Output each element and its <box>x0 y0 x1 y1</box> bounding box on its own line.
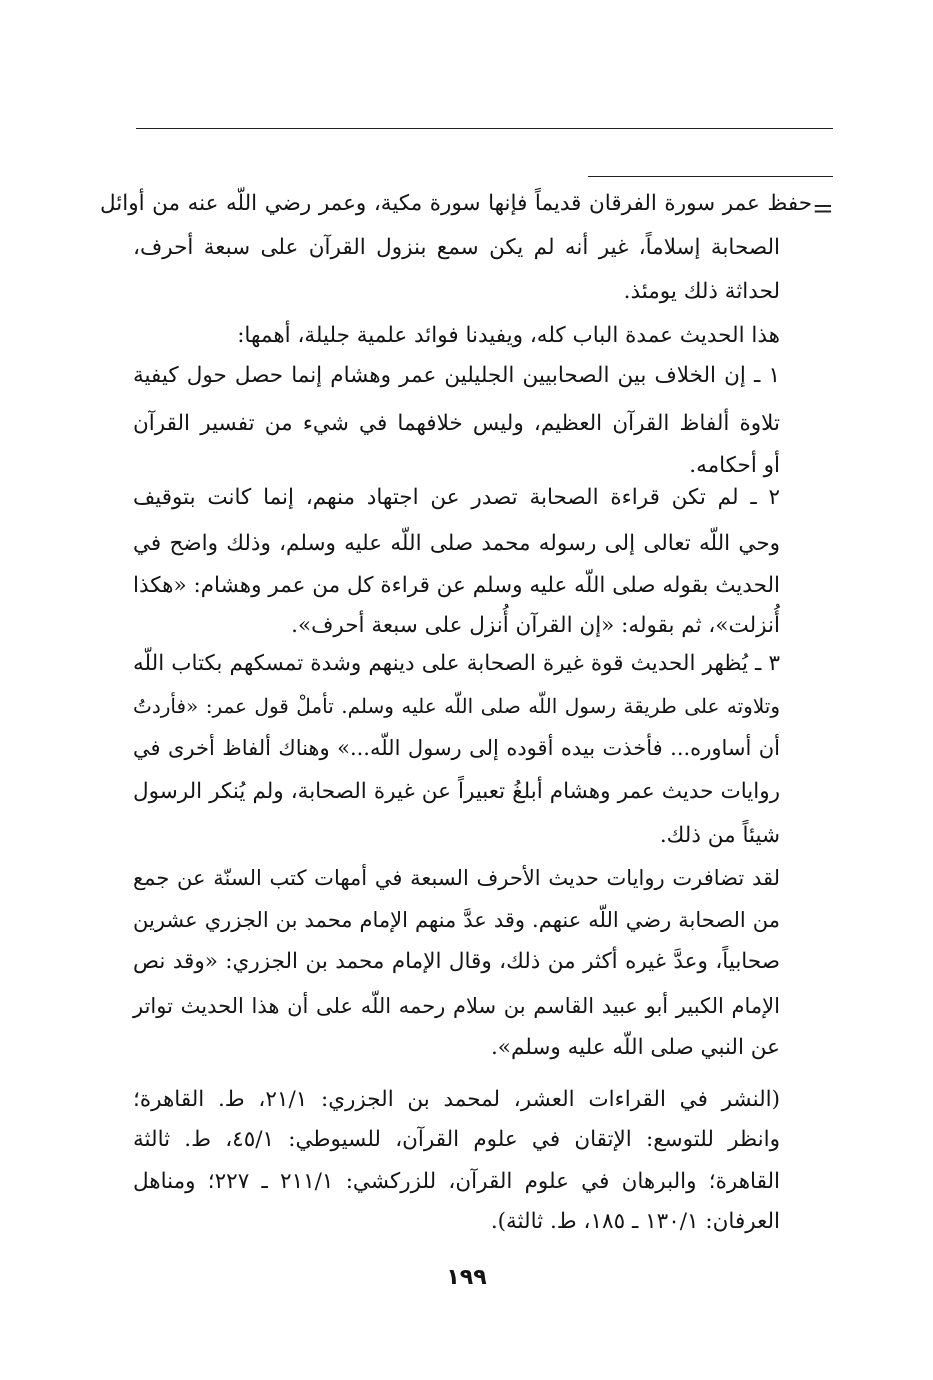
top-rule <box>136 128 833 129</box>
text-line-19: صحابياً، وعدَّ غيره أكثر من ذلك، وقال الإمام محمد بن الجزري: «وقد نص <box>133 949 780 974</box>
text-line-4: هذا الحديث عمدة الباب كله، ويفيدنا فوائد علمية جليلة، أهمها: <box>237 323 780 348</box>
text-line-7: أو أحكامه. <box>689 453 780 478</box>
text-line-3: لحداثة ذلك يومئذ. <box>623 279 780 304</box>
page-number: ١٩٩ <box>446 1265 487 1290</box>
text-line-12: ٣ ـ يُظهر الحديث قوة غيرة الصحابة على دينهم وشدة تمسكهم بكتاب اللّه <box>133 651 780 676</box>
text-line-6: تلاوة ألفاظ القرآن العظيم، وليس خلافهما في شيء من تفسير القرآن <box>133 411 780 436</box>
text-line-2: الصحابة إسلاماً، غير أنه لم يكن سمع بنزول القرآن على سبعة أحرف، <box>133 235 780 260</box>
text-line-11: أُنزلت»، ثم بقوله: «إن القرآن أُنزل على سبعة أحرف». <box>291 613 780 638</box>
text-line-1: حفظ عمر سورة الفرقان قديماً فإنها سورة مكية، وعمر رضي اللّه عنه من أوائل <box>100 191 812 216</box>
text-line-24: القاهرة؛ والبرهان في علوم القرآن، للزركشي: ٢١١/١ ـ ٢٢٧؛ ومناهل <box>133 1169 781 1194</box>
text-line-16: شيئاً من ذلك. <box>659 823 780 848</box>
text-line-20: الإمام الكبير أبو عبيد القاسم بن سلام رحمه اللّه على أن هذا الحديث تواتر <box>133 994 780 1018</box>
text-line-8: ٢ ـ لم تكن قراءة الصحابة تصدر عن اجتهاد منهم، إنما كانت بتوقيف <box>133 485 780 510</box>
text-line-5: ١ ـ إن الخلاف بين الصحابيين الجليلين عمر وهشام إنما حصل حول كيفية <box>133 363 780 388</box>
footnote-separator-rule <box>588 176 833 177</box>
text-line-9: وحي اللّه تعالى إلى رسوله محمد صلى اللّه عليه وسلم، وذلك واضح في <box>133 531 780 556</box>
text-line-10: الحديث بقوله صلى اللّه عليه وسلم عن قراءة كل من عمر وهشام: «هكذا <box>133 573 780 598</box>
text-line-13: وتلاوته على طريقة رسول اللّه صلى اللّه عليه وسلم. تأملْ قول عمر: «فأردتُ <box>133 694 780 718</box>
continuation-mark: = <box>812 194 834 224</box>
text-line-18: من الصحابة رضي اللّه عنهم. وقد عدَّ منهم الإمام محمد بن الجزري عشرين <box>133 908 780 932</box>
text-line-22: (النشر في القراءات العشر، لمحمد بن الجزري: ٢١/١، ط. القاهرة؛ <box>133 1087 781 1112</box>
text-line-14: أن أساوره... فأخذت بيده أقوده إلى رسول اللّه...» وهناك ألفاظ أخرى في <box>133 736 781 760</box>
text-line-15: روايات حديث عمر وهشام أبلغُ تعبيراً عن غيرة الصحابة، ولم يُنكر الرسول <box>133 779 780 804</box>
text-line-17: لقد تضافرت روايات حديث الأحرف السبعة في أمهات كتب السنّة عن جمع <box>133 866 780 890</box>
text-line-21: عن النبي صلى اللّه عليه وسلم». <box>490 1035 780 1060</box>
text-line-25: العرفان: ١٣٠/١ ـ ١٨٥، ط. ثالثة). <box>490 1209 780 1234</box>
text-line-23: وانظر للتوسع: الإتقان في علوم القرآن، للسيوطي: ٤٥/١، ط. ثالثة <box>133 1127 780 1152</box>
